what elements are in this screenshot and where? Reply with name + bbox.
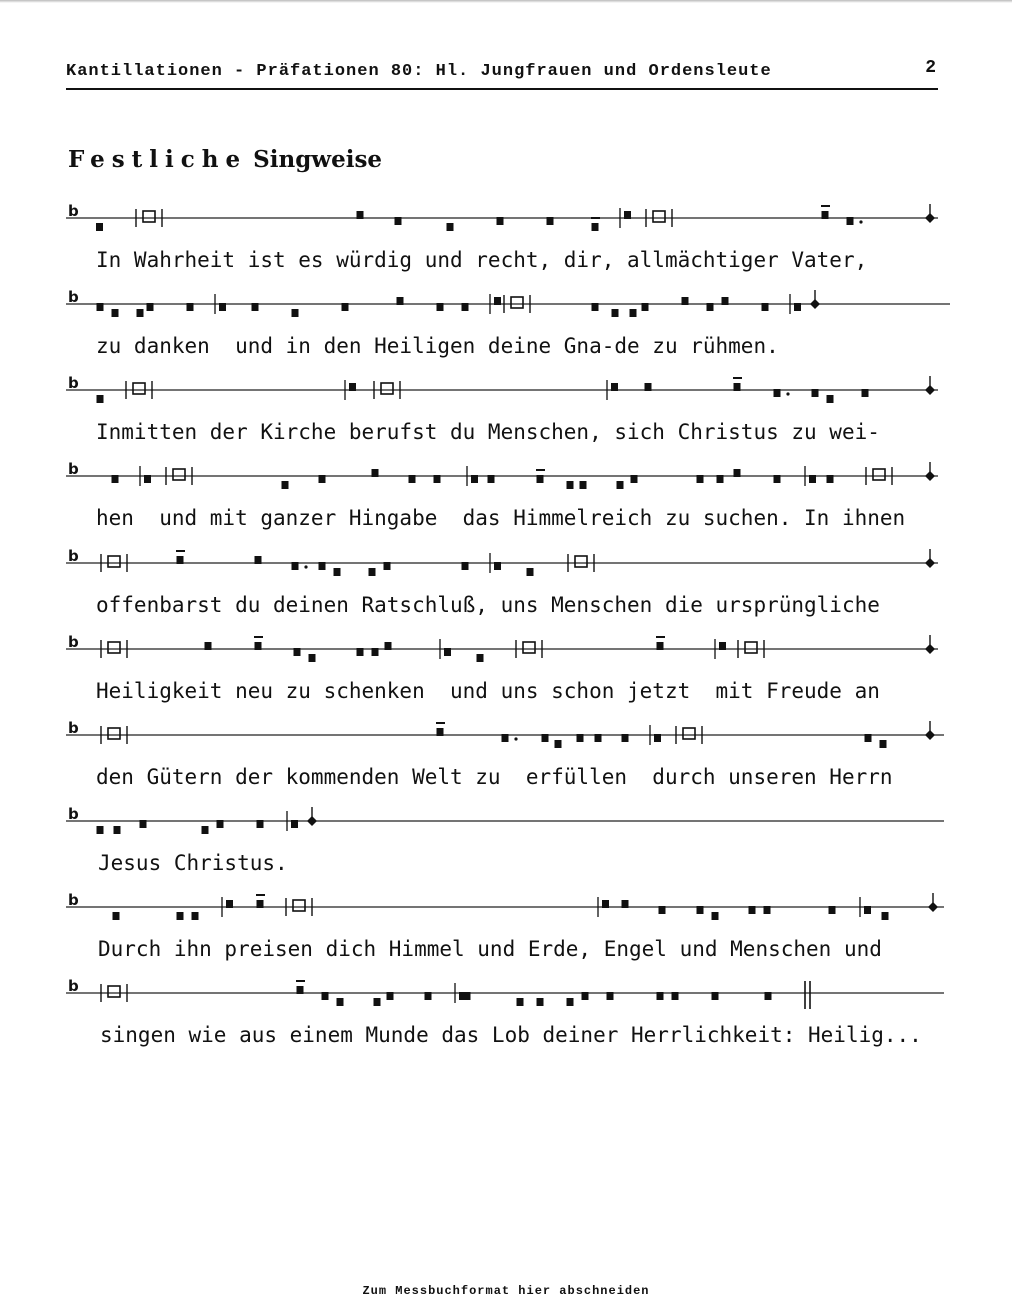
square-neume [645, 383, 652, 391]
square-neume [527, 568, 534, 576]
square-neume [177, 912, 184, 920]
chant-system [0, 458, 1012, 548]
square-neume [882, 912, 889, 920]
final-diamond-neume [925, 635, 935, 654]
final-diamond-neume [925, 204, 935, 223]
square-neume [256, 895, 265, 908]
square-neume [617, 481, 624, 489]
square-neume [577, 734, 584, 742]
square-neume [642, 303, 649, 311]
square-neume [97, 826, 104, 834]
square-neume [567, 481, 574, 489]
lyric-line: In Wahrheit ist es würdig und recht, dir, allmächtiger Vater, [96, 248, 868, 272]
chant-staff [0, 889, 1012, 935]
chant-staff [0, 717, 1012, 763]
square-neume [322, 992, 329, 1000]
square-neume [733, 378, 742, 391]
square-neume [255, 556, 262, 564]
lyric-line: offenbarst du deinen Ratschluß, uns Menschen die ursprüngliche [96, 593, 880, 617]
final-diamond-neume [925, 376, 935, 395]
square-neume [555, 740, 562, 748]
square-neume [387, 992, 394, 1000]
square-neume [176, 551, 185, 564]
square-neume [397, 297, 404, 305]
square-neume [764, 906, 771, 914]
square-neume [395, 217, 402, 225]
square-neume [372, 648, 379, 656]
square-neume [112, 309, 119, 317]
chant-staff [0, 200, 1012, 246]
square-neume [630, 309, 637, 317]
square-neume [862, 389, 869, 397]
square-neume [762, 303, 769, 311]
square-neume [425, 992, 432, 1000]
final-diamond-neume [925, 721, 935, 740]
final-diamond-neume [925, 462, 935, 481]
square-neume [217, 820, 224, 828]
square-neume [672, 992, 679, 1000]
square-neume [436, 723, 445, 736]
square-neume [192, 912, 199, 920]
square-neume [140, 820, 147, 828]
square-neume [334, 568, 341, 576]
square-neume [595, 734, 602, 742]
square-neume [622, 734, 629, 742]
lyric-line: Inmitten der Kirche berufst du Menschen, sich Christus zu wei- [96, 420, 880, 444]
lyric-line: Jesus Christus. [98, 851, 288, 875]
chant-staff [0, 545, 1012, 591]
square-neume [697, 906, 704, 914]
b-flat-clef: b [68, 288, 79, 306]
final-diamond-neume [810, 290, 820, 309]
chant-system [0, 372, 1012, 462]
square-neume [97, 303, 104, 311]
square-neume [580, 481, 587, 489]
chant-staff [0, 631, 1012, 677]
square-neume [187, 303, 194, 311]
square-neume [749, 906, 756, 914]
square-neume [292, 309, 299, 317]
square-neume [537, 998, 544, 1006]
square-neume [296, 981, 305, 994]
b-flat-clef: b [68, 633, 79, 651]
square-neume [657, 992, 664, 1000]
square-neume [542, 734, 549, 742]
square-neume [374, 998, 381, 1006]
chant-system [0, 975, 1012, 1065]
final-diamond-neume [925, 549, 935, 568]
double-barline [805, 981, 810, 1009]
chant-staff [0, 372, 1012, 418]
lyric-line: den Gütern der kommenden Welt zu erfüllen durch unseren Herrn [96, 765, 893, 789]
square-neume [765, 992, 772, 1000]
square-neume [488, 475, 495, 483]
section-title [68, 146, 382, 173]
b-flat-clef: b [68, 891, 79, 909]
square-neume [369, 568, 376, 576]
square-neume [821, 206, 830, 219]
square-neume [462, 303, 469, 311]
square-neume [622, 900, 629, 908]
chant-staff [0, 803, 1012, 849]
square-neume [434, 475, 441, 483]
lyric-line: singen wie aus einem Munde das Lob deiner Herrlichkeit: Heilig... [100, 1023, 922, 1047]
final-diamond-neume [928, 893, 938, 912]
lyric-line: hen und mit ganzer Hingabe das Himmelreich zu suchen. In ihnen [96, 506, 906, 530]
square-neume [829, 906, 836, 914]
b-flat-clef: b [68, 719, 79, 737]
square-neume [612, 309, 619, 317]
square-neume [497, 217, 504, 225]
square-neume [409, 475, 416, 483]
square-neume [112, 475, 119, 483]
square-neume [827, 395, 834, 403]
header-title: Kantillationen - Präfationen 80: Hl. Jungfrauen und Ordensleute [66, 62, 772, 81]
chant-system [0, 286, 1012, 376]
lyric-line: Durch ihn preisen dich Himmel und Erde, Engel und Menschen und [98, 937, 882, 961]
square-neume [202, 826, 209, 834]
page-top-edge [0, 0, 1012, 3]
square-neume [567, 998, 574, 1006]
square-neume [659, 906, 666, 914]
chant-staff [0, 458, 1012, 504]
b-flat-clef: b [68, 460, 79, 478]
chant-system [0, 200, 1012, 290]
square-neume [591, 218, 600, 231]
square-neume [717, 475, 724, 483]
square-neume [137, 309, 144, 317]
square-neume [357, 648, 364, 656]
b-flat-clef: b [68, 547, 79, 565]
footer-cut-note: Zum Messbuchformat hier abschneiden [362, 1284, 650, 1298]
square-neume [384, 562, 391, 570]
page-header [66, 58, 938, 90]
square-neume [697, 475, 704, 483]
b-flat-clef: b [68, 202, 79, 220]
square-neume [385, 642, 392, 650]
square-neume [437, 303, 444, 311]
square-neume [774, 475, 781, 483]
square-neume [114, 826, 121, 834]
square-neume [282, 481, 289, 489]
square-neume [631, 475, 638, 483]
square-neume [712, 912, 719, 920]
chant-system [0, 803, 1012, 893]
chant-system [0, 631, 1012, 721]
square-neume [252, 303, 259, 311]
square-neume [372, 469, 379, 477]
square-neume [827, 475, 834, 483]
page-number: 2 [925, 58, 936, 78]
chant-system [0, 889, 1012, 979]
chant-system [0, 545, 1012, 635]
square-neume [880, 740, 887, 748]
clef-mark [96, 223, 103, 231]
square-neume [97, 395, 104, 403]
square-neume [113, 912, 120, 920]
square-neume [464, 992, 471, 1000]
square-neume [357, 211, 364, 219]
square-neume [337, 998, 344, 1006]
lyric-line: zu danken und in den Heiligen deine Gna-de zu rühmen. [96, 334, 779, 358]
square-neume [734, 469, 741, 477]
square-neume [865, 734, 872, 742]
section-title-rest: Singweise [253, 146, 383, 173]
square-neume [319, 475, 326, 483]
square-neume [517, 998, 524, 1006]
square-neume [254, 637, 263, 650]
square-neume [722, 297, 729, 305]
square-neume [712, 992, 719, 1000]
chant-staff [0, 975, 1012, 1021]
square-neume [592, 303, 599, 311]
square-neume [707, 303, 714, 311]
square-neume [309, 654, 316, 662]
square-neume [319, 562, 326, 570]
square-neume [342, 303, 349, 311]
square-neume [607, 992, 614, 1000]
square-neume [447, 223, 454, 231]
b-flat-clef: b [68, 374, 79, 392]
square-neume [682, 297, 689, 305]
final-diamond-neume [307, 807, 317, 826]
square-neume [582, 992, 589, 1000]
section-title-spaced: Festliche [68, 146, 248, 173]
square-neume [294, 648, 301, 656]
square-neume [257, 820, 264, 828]
square-neume [462, 562, 469, 570]
square-neume [477, 654, 484, 662]
square-neume [205, 642, 212, 650]
chant-staff [0, 286, 1012, 332]
square-neume [656, 637, 665, 650]
b-flat-clef: b [68, 805, 79, 823]
chant-system [0, 717, 1012, 807]
square-neume [147, 303, 154, 311]
square-neume [812, 389, 819, 397]
square-neume [547, 217, 554, 225]
lyric-line: Heiligkeit neu zu schenken und uns schon jetzt mit Freude an [96, 679, 880, 703]
b-flat-clef: b [68, 977, 79, 995]
